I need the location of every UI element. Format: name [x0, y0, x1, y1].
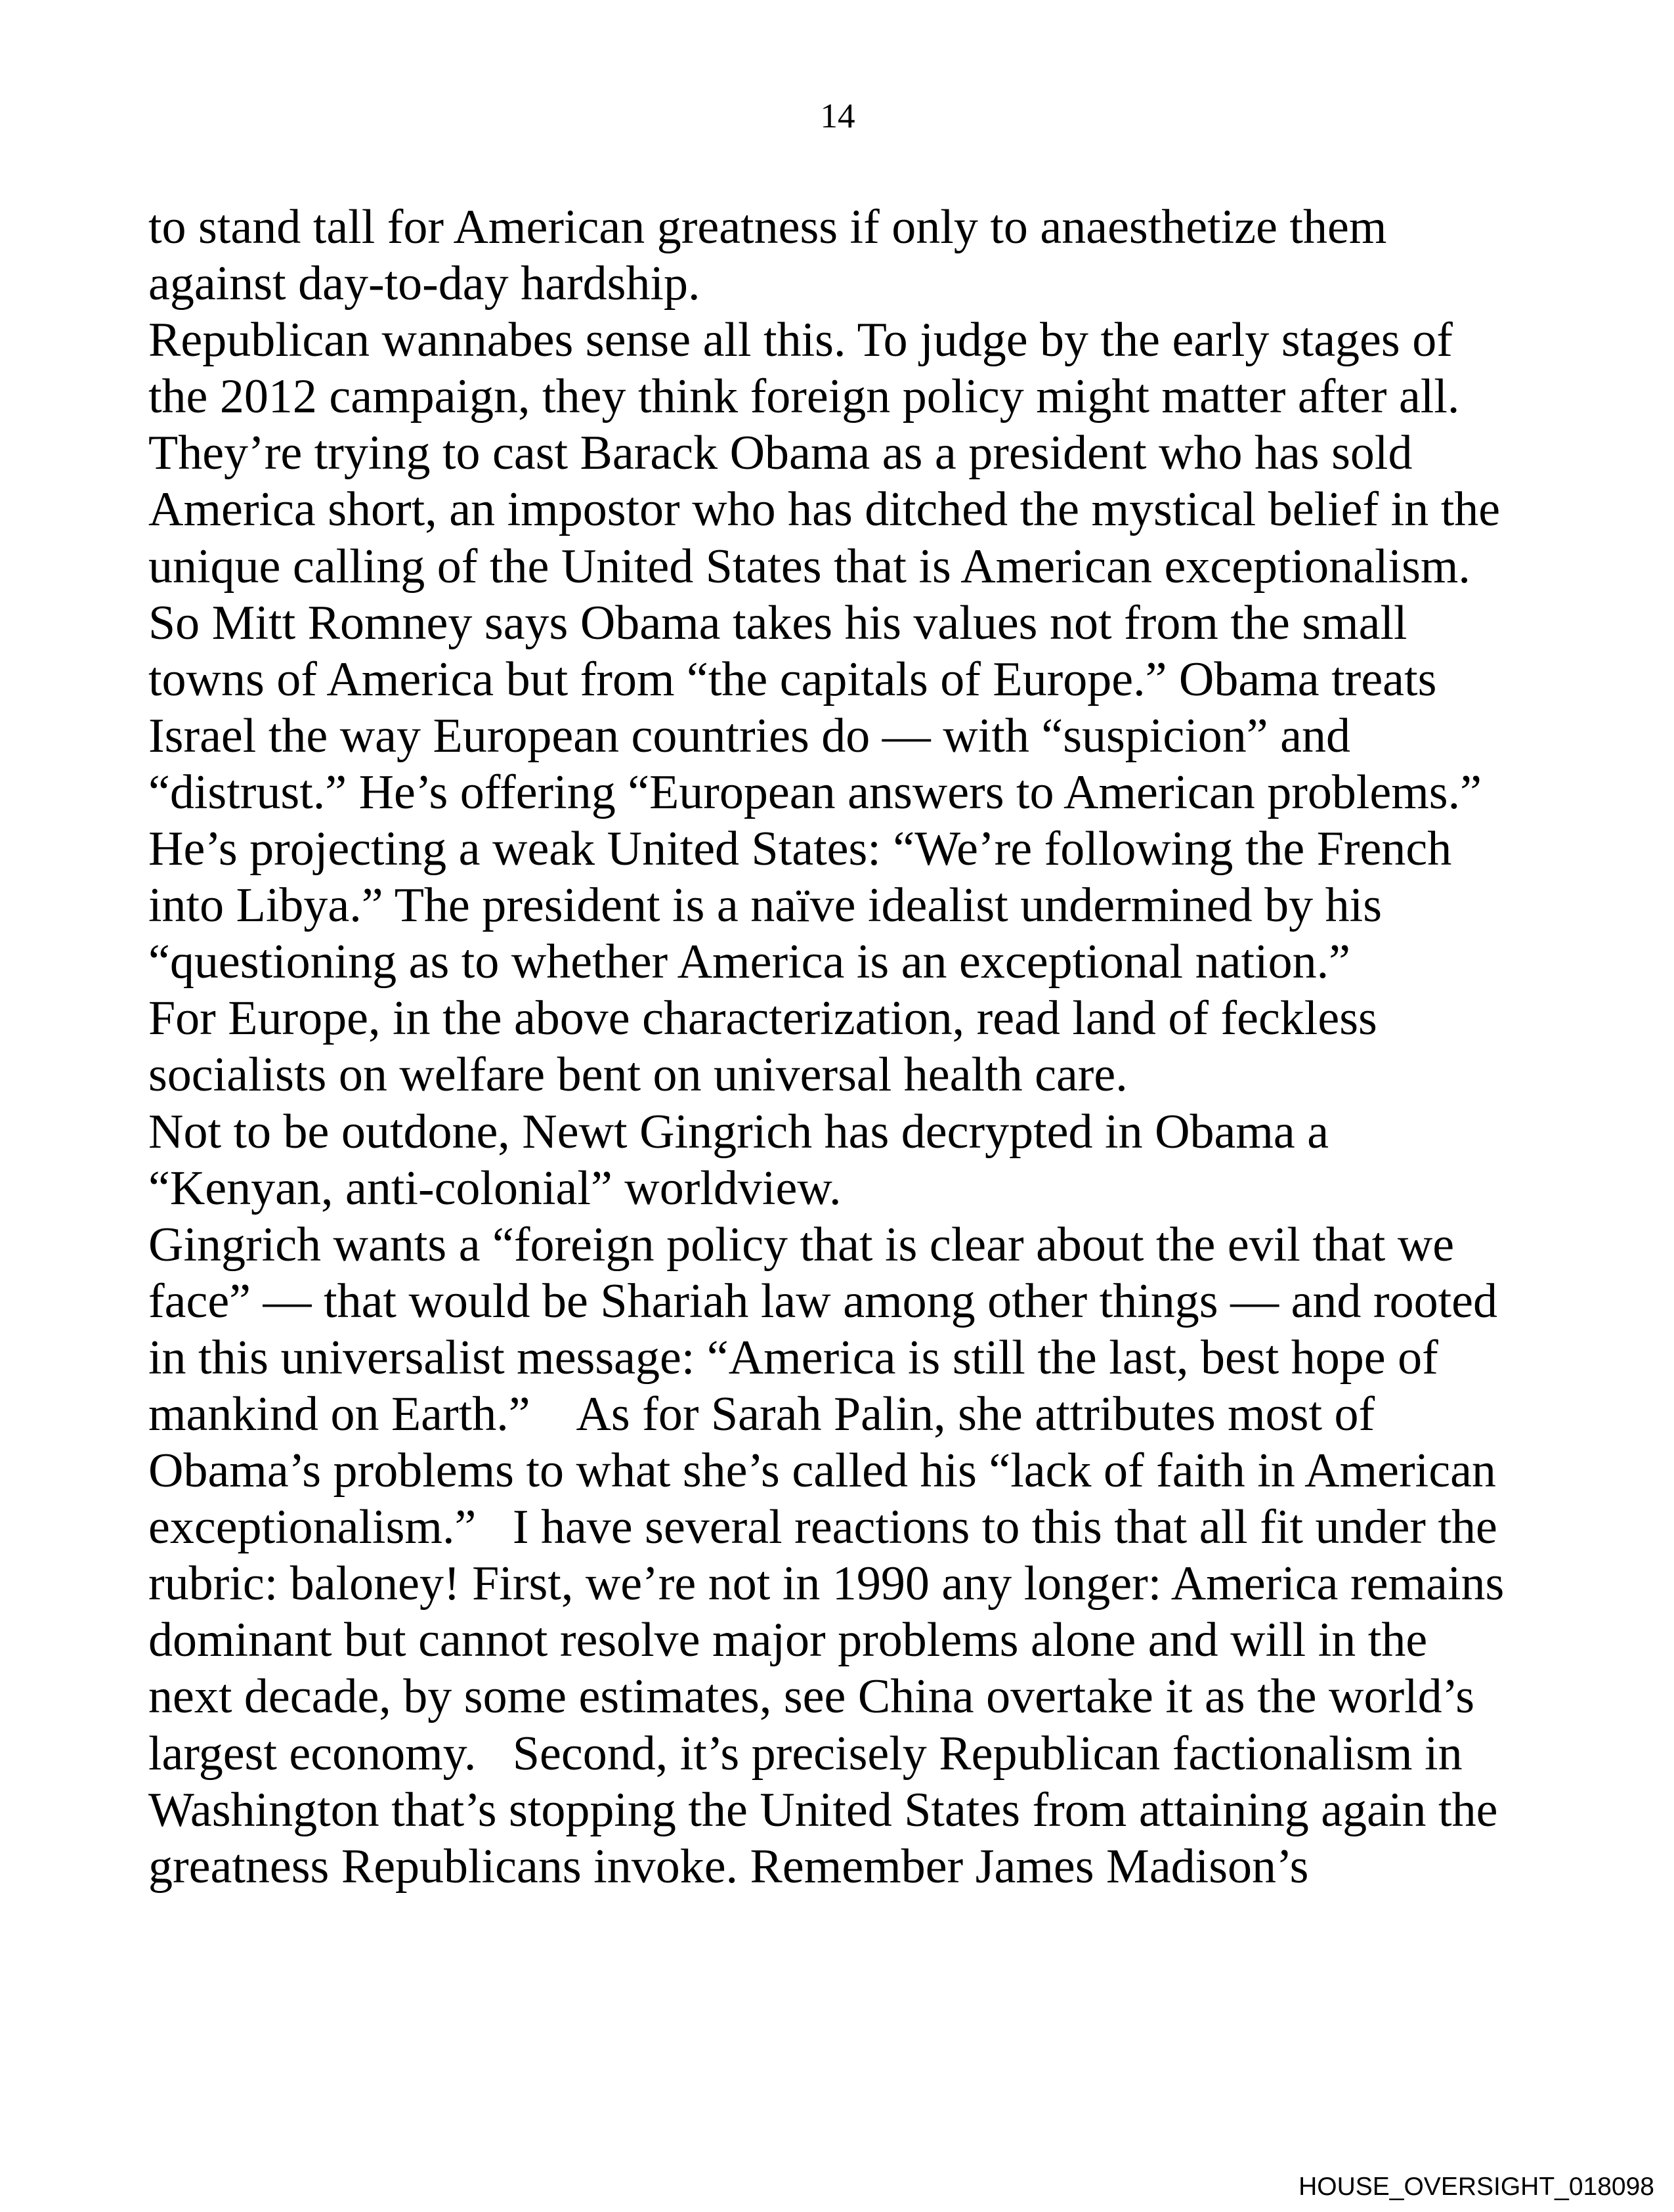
body-line: He’s projecting a weak United States: “We’re following the French — [148, 822, 1452, 877]
body-line: in this universalist message: “America is still the last, best hope of — [148, 1330, 1438, 1385]
body-line: exceptionalism.” I have several reactions to this that all fit under the — [148, 1500, 1497, 1555]
body-line: They’re trying to cast Barack Obama as a president who has sold — [148, 426, 1413, 481]
body-line: greatness Republicans invoke. Remember James Madison’s — [148, 1839, 1309, 1894]
body-line: Israel the way European countries do — with “suspicion” and — [148, 708, 1350, 763]
body-line: into Libya.” The president is a naïve idealist undermined by his — [148, 878, 1383, 933]
body-line: against day-to-day hardship. — [148, 257, 700, 311]
body-line: largest economy. Second, it’s precisely Republican factionalism in — [148, 1726, 1463, 1781]
body-line: rubric: baloney! First, we’re not in 1990 any longer: America remains — [148, 1557, 1505, 1611]
body-line: towns of America but from “the capitals of Europe.” Obama treats — [148, 652, 1437, 706]
body-line: “Kenyan, anti-colonial” worldview. — [148, 1161, 842, 1215]
body-line: “questioning as to whether America is an exceptional nation.” — [148, 935, 1350, 989]
body-line: socialists on welfare bent on universal health care. — [148, 1048, 1128, 1102]
page-number: 14 — [820, 97, 855, 135]
body-line: Washington that’s stopping the United States from attaining again the — [148, 1783, 1498, 1837]
body-text — [148, 199, 1593, 1895]
body-line: unique calling of the United States that is American exceptionalism. — [148, 539, 1470, 594]
body-line: Gingrich wants a “foreign policy that is clear about the evil that we — [148, 1217, 1455, 1272]
body-line: to stand tall for American greatness if only to anaesthetize them — [148, 200, 1387, 254]
body-line: So Mitt Romney says Obama takes his values not from the small — [148, 596, 1407, 650]
body-line: America short, an impostor who has ditched the mystical belief in the — [148, 483, 1501, 537]
body-line: next decade, by some estimates, see China overtake it as the world’s — [148, 1670, 1475, 1724]
body-line: face” — that would be Shariah law among other things — and rooted — [148, 1274, 1497, 1328]
bates-stamp: HOUSE_OVERSIGHT_018098 — [1298, 2173, 1654, 2201]
body-line: “distrust.” He’s offering “European answers to American problems.” — [148, 765, 1482, 819]
body-line: Not to be outdone, Newt Gingrich has decrypted in Obama a — [148, 1104, 1329, 1159]
body-line: Republican wannabes sense all this. To judge by the early stages of — [148, 313, 1453, 368]
body-line: mankind on Earth.” As for Sarah Palin, she attributes most of — [148, 1387, 1375, 1441]
body-line: dominant but cannot resolve major problems alone and will in the — [148, 1613, 1428, 1668]
body-line: For Europe, in the above characterization, read land of feckless — [148, 991, 1377, 1046]
body-line: the 2012 campaign, they think foreign policy might matter after all. — [148, 370, 1460, 424]
body-line: Obama’s problems to what she’s called his “lack of faith in American — [148, 1444, 1496, 1498]
